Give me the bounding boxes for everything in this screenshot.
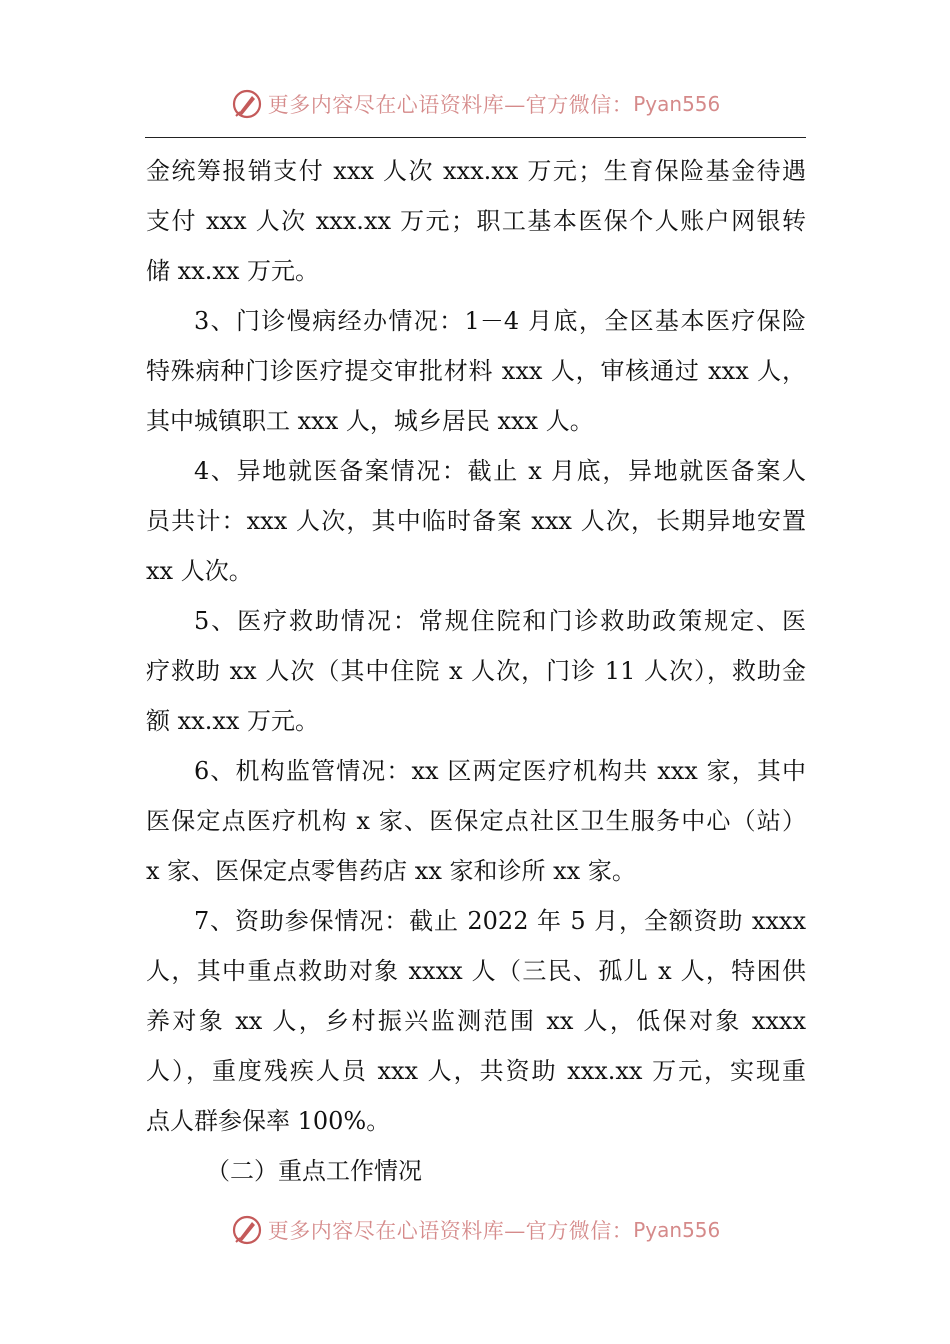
body-text-line: 人，其中重点救助对象 xxxx 人（三民、孤儿 x 人，特困供 <box>146 957 806 985</box>
body-text-line: 金统筹报销支付 xxx 人次 xxx.xx 万元；生育保险基金待遇 <box>146 157 806 185</box>
body-text-line: 支付 xxx 人次 xxx.xx 万元；职工基本医保个人账户网银转 <box>146 207 806 235</box>
body-text-line: 额 xx.xx 万元。 <box>146 707 320 735</box>
watermark-text: 更多内容尽在心语资料库—官方微信： <box>267 93 634 117</box>
watermark-text: 更多内容尽在心语资料库—官方微信： <box>267 1219 634 1243</box>
body-text-line: 养对象 xx 人，乡村振兴监测范围 xx 人，低保对象 xxxx <box>146 1007 806 1035</box>
footer-watermark <box>0 1210 950 1250</box>
body-text-line: 储 xx.xx 万元。 <box>146 257 320 285</box>
body-text-line: 7、资助参保情况：截止 2022 年 5 月，全额资助 xxxx <box>194 907 806 935</box>
body-text-line: 其中城镇职工 xxx 人，城乡居民 xxx 人。 <box>146 407 594 435</box>
body-text-line: 医保定点医疗机构 x 家、医保定点社区卫生服务中心（站） <box>146 807 806 835</box>
body-text-line: 疗救助 xx 人次（其中住院 x 人次，门诊 11 人次），救助金 <box>146 657 806 685</box>
document-body <box>146 146 806 1196</box>
body-text-line: x 家、医保定点零售药店 xx 家和诊所 xx 家。 <box>146 857 636 885</box>
body-text-line: 特殊病种门诊医疗提交审批材料 xxx 人，审核通过 xxx 人， <box>146 357 806 385</box>
body-text-line: 5、医疗救助情况：常规住院和门诊救助政策规定、医 <box>194 607 806 635</box>
quill-logo-icon <box>230 87 264 121</box>
body-text-line: 6、机构监管情况：xx 区两定医疗机构共 xxx 家，其中 <box>194 757 806 785</box>
body-text-line: 3、门诊慢病经办情况：1－4 月底，全区基本医疗保险 <box>194 307 806 335</box>
section-heading: （二）重点工作情况 <box>206 1157 422 1185</box>
watermark-wechat-id: Pyan556 <box>633 92 721 116</box>
quill-logo-icon <box>230 1213 264 1247</box>
body-text-line: xx 人次。 <box>146 557 253 585</box>
header-watermark <box>0 84 950 124</box>
body-text-line: 员共计：xxx 人次，其中临时备案 xxx 人次，长期异地安置 <box>146 507 806 535</box>
watermark-wechat-id: Pyan556 <box>633 1218 721 1242</box>
body-text-line: 4、异地就医备案情况：截止 x 月底，异地就医备案人 <box>194 457 806 485</box>
body-text-line: 人），重度残疾人员 xxx 人，共资助 xxx.xx 万元，实现重 <box>146 1057 806 1085</box>
body-text-line: 点人群参保率 100%。 <box>146 1107 391 1135</box>
header-rule <box>145 137 806 138</box>
